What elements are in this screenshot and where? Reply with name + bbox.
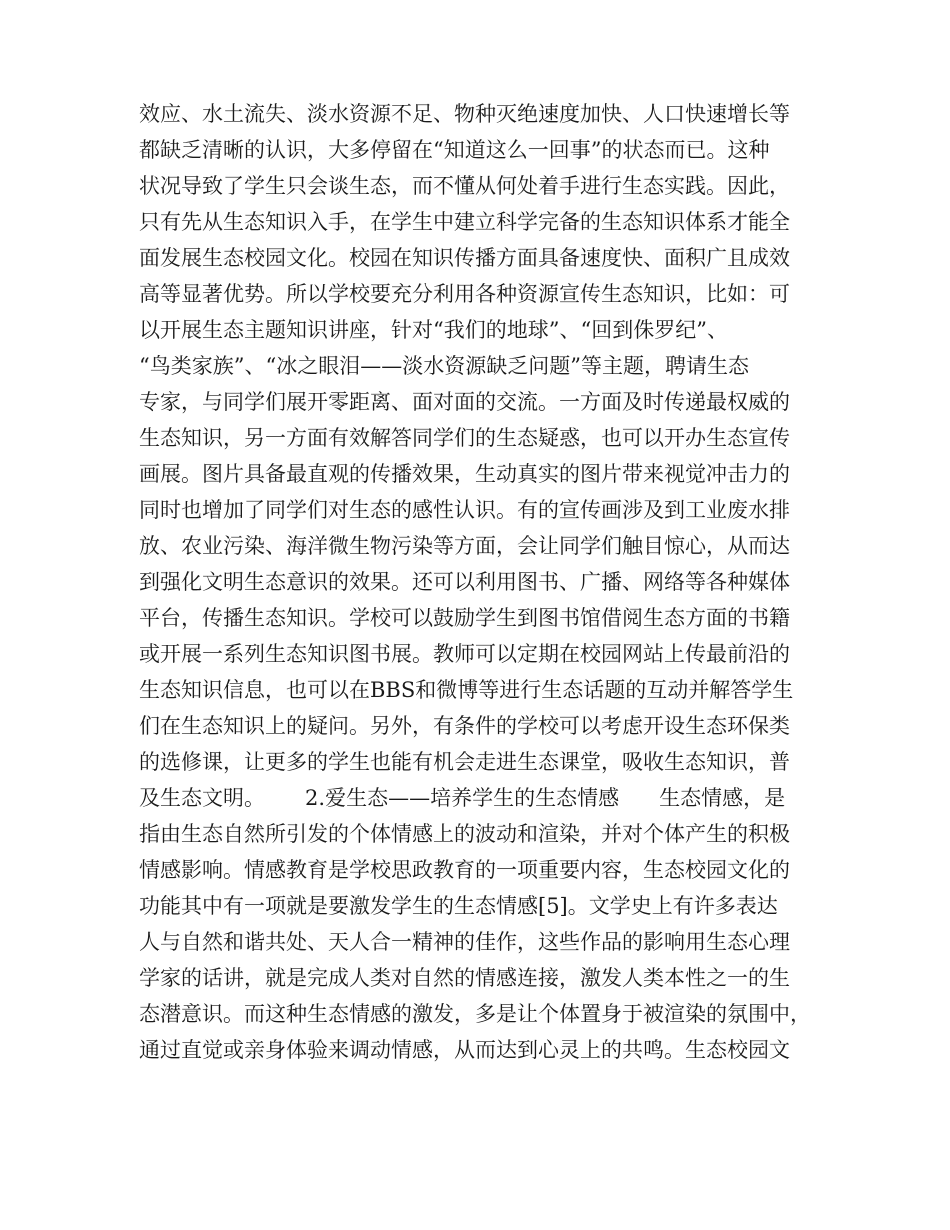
text-line-19: 的选修课，让更多的学生也能有机会走进生态课堂，吸收生态知识，普 bbox=[139, 750, 790, 774]
text-line-16: 或开展一系列生态知识图书展。教师可以定期在校园网站上传最前沿的 bbox=[139, 642, 790, 666]
text-line-8: “鸟类家族”、“冰之眼泪——淡水资源缺乏问题”等主题，聘请生态 bbox=[139, 354, 749, 378]
text-line-5: 面发展生态校园文化。校园在知识传播方面具备速度快、面积广且成效 bbox=[139, 246, 790, 270]
text-line-24: 人与自然和谐共处、天人合一精神的佳作，这些作品的影响用生态心理 bbox=[139, 930, 790, 954]
text-line-25: 学家的话讲，就是完成人类对自然的情感连接，激发人类本性之一的生 bbox=[139, 966, 790, 990]
text-line-12: 同时也增加了同学们对生态的感性认识。有的宣传画涉及到工业废水排 bbox=[139, 498, 790, 522]
text-line-11: 画展。图片具备最直观的传播效果，生动真实的图片带来视觉冲击力的 bbox=[139, 462, 790, 486]
text-line-17: 生态知识信息，也可以在BBS和微博等进行生态话题的互动并解答学生 bbox=[139, 678, 794, 702]
text-line-10: 生态知识，另一方面有效解答同学们的生态疑惑，也可以开办生态宣传 bbox=[139, 426, 790, 450]
text-line-23: 功能其中有一项就是要激发学生的生态情感[5]。文学史上有许多表达 bbox=[139, 894, 778, 918]
text-line-1: 效应、水土流失、淡水资源不足、物种灭绝速度加快、人口快速增长等 bbox=[139, 102, 790, 126]
text-line-2: 都缺乏清晰的认识，大多停留在“知道这么一回事”的状态而已。这种 bbox=[139, 138, 770, 162]
text-line-15: 平台，传播生态知识。学校可以鼓励学生到图书馆借阅生态方面的书籍 bbox=[139, 606, 790, 630]
text-line-21: 指由生态自然所引发的个体情感上的波动和渲染，并对个体产生的积极 bbox=[139, 822, 790, 846]
text-line-7: 以开展生态主题知识讲座，针对“我们的地球”、“回到侏罗纪”、 bbox=[139, 318, 728, 342]
text-line-6: 高等显著优势。所以学校要充分利用各种资源宣传生态知识，比如：可 bbox=[139, 282, 790, 306]
text-line-20: 及生态文明。 2.爱生态——培养学生的生态情感 生态情感，是 bbox=[139, 786, 786, 810]
body-text bbox=[139, 96, 839, 1068]
text-line-18: 们在生态知识上的疑问。另外，有条件的学校可以考虑开设生态环保类 bbox=[139, 714, 790, 738]
text-line-13: 放、农业污染、海洋微生物污染等方面，会让同学们触目惊心，从而达 bbox=[139, 534, 790, 558]
text-line-22: 情感影响。情感教育是学校思政教育的一项重要内容，生态校园文化的 bbox=[139, 858, 790, 882]
text-line-3: 状况导致了学生只会谈生态，而不懂从何处着手进行生态实践。因此， bbox=[139, 174, 790, 198]
text-line-27: 通过直觉或亲身体验来调动情感，从而达到心灵上的共鸣。生态校园文 bbox=[139, 1038, 790, 1062]
text-line-26: 态潜意识。而这种生态情感的激发，多是让个体置身于被渲染的氛围中， bbox=[139, 1002, 811, 1026]
text-line-4: 只有先从生态知识入手，在学生中建立科学完备的生态知识体系才能全 bbox=[139, 210, 790, 234]
text-line-14: 到强化文明生态意识的效果。还可以利用图书、广播、网络等各种媒体 bbox=[139, 570, 790, 594]
text-line-9: 专家，与同学们展开零距离、面对面的交流。一方面及时传递最权威的 bbox=[139, 390, 790, 414]
